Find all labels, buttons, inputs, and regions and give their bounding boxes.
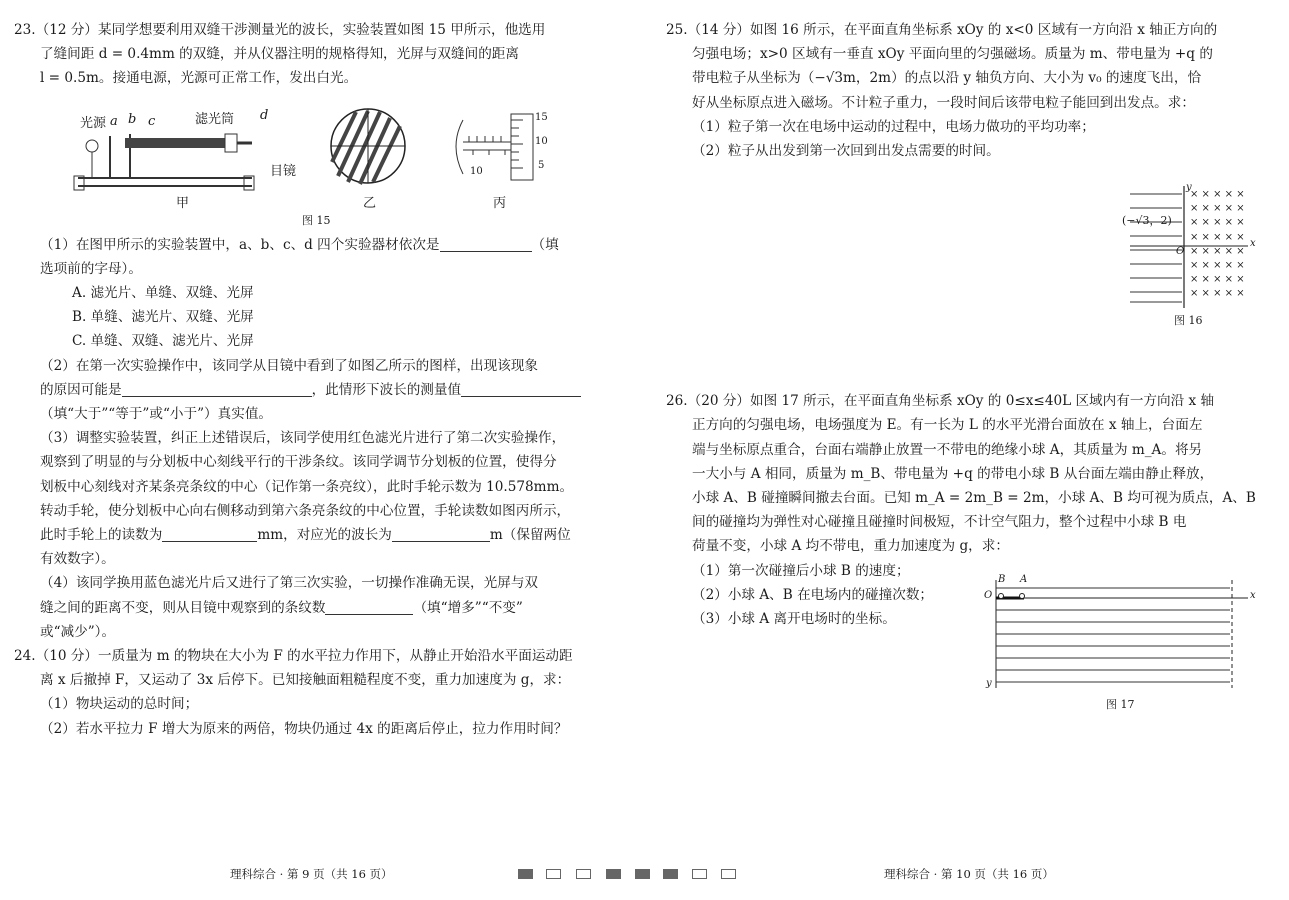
q26-line-7: 荷量不变，小球 A 均不带电，重力加速度为 g，求： — [692, 538, 1009, 555]
fig17-origin-label: O — [984, 590, 993, 601]
q25-line-3: 带电粒子从坐标为（−√3m，2m）的点以沿 y 轴负方向、大小为 v₀ 的速度飞出，恰 — [692, 70, 1202, 87]
label-eyepiece: 目镜 — [270, 164, 297, 179]
fig17-y-label: y — [986, 678, 992, 689]
printer-mark — [635, 869, 650, 879]
printer-mark — [721, 869, 736, 879]
fig16-point-label: (−√3，2) — [1122, 214, 1172, 227]
scale-15: 15 — [535, 112, 548, 123]
printer-mark — [518, 869, 533, 879]
q23-line-3: l = 0.5m。接通电源，光源可正常工作，发出白光。 — [40, 70, 358, 87]
figure-15-fringe-view — [328, 106, 408, 186]
cross-row: × × × × × — [1190, 274, 1245, 286]
q23-part4-l3: 或“减少”）。 — [40, 623, 116, 640]
printer-mark — [606, 869, 621, 879]
question-23 — [14, 18, 604, 91]
main-scale-10: 10 — [470, 166, 483, 177]
q24-line-2: 离 x 后撤掉 F，又运动了 3x 后停下。已知接触面粗糙程度不变，重力加速度为 g，求： — [40, 672, 571, 689]
q23-option-a: A. 滤光片、单缝、双缝、光屏 — [72, 285, 254, 302]
cross-row: × × × × × — [1190, 217, 1245, 229]
q23-part1-cont: 选项前的字母）。 — [40, 260, 142, 277]
q26-sub-3: （3）小球 A 离开电场时的坐标。 — [692, 611, 896, 628]
q25-line-4: 好从坐标原点进入磁场。不计粒子重力，一段时间后该带电粒子能回到出发点。求： — [692, 94, 1195, 111]
label-c: c — [148, 114, 156, 129]
label-bing: 丙 — [493, 196, 507, 211]
q25-line-6: （2）粒子从出发到第一次回到出发点需要的时间。 — [692, 143, 1000, 160]
fig16-origin-label: O — [1176, 246, 1185, 257]
q23-line-2: 了缝间距 d = 0.4mm 的双缝，并从仪器注明的规格得知，光屏与双缝间的距离 — [40, 46, 519, 63]
footer-right: 理科综合 · 第 10 页（共 16 页） — [884, 867, 1054, 881]
q23-part3-l1: （3）调整实验装置，纠正上述错误后，该同学使用红色滤光片进行了第二次实验操作， — [40, 430, 566, 447]
cross-row: × × × × × — [1190, 189, 1245, 200]
q25-line-1: 25.（14 分）如图 16 所示，在平面直角坐标系 xOy 的 x<0 区域有一方向沿 x 轴正方向的 — [666, 22, 1218, 38]
fig17-x-label: x — [1250, 590, 1256, 601]
q24-line-1: 24.（10 分）一质量为 m 的物块在大小为 F 的水平拉力作用下，从静止开始沿水平面运动距 — [14, 648, 573, 665]
printer-mark — [663, 869, 678, 879]
figure-15-caption: 图 15 — [302, 214, 331, 227]
q23-line-1: 23.（12 分）某同学想要利用双缝干涉测量光的波长，实验装置如图 15 甲所示，他选用 — [14, 22, 546, 38]
q24-line-3: （1）物块运动的总时间； — [40, 696, 199, 713]
answer-blank[interactable] — [325, 598, 413, 615]
q23-option-b: B. 单缝、滤光片、双缝、光屏 — [72, 309, 254, 326]
q23-part3-l4: 转动手轮，使分划板中心向右侧移动到第六条亮条纹的中心位置，手轮读数如图丙所示， — [40, 502, 571, 519]
q25-line-2: 匀强电场；x>0 区域有一垂直 xOy 平面向里的匀强磁场。质量为 m、带电量为 +q 的 — [692, 46, 1213, 63]
figure-15-apparatus — [70, 120, 260, 200]
cross-row: × × × × × — [1190, 260, 1245, 272]
fig16-y-label: y — [1186, 182, 1192, 193]
q23-part3-l6: 有效数字）。 — [40, 551, 115, 568]
label-b: b — [128, 112, 137, 127]
cross-row: × × × × × — [1190, 203, 1245, 215]
label-d: d — [260, 108, 269, 123]
q26-sub-1: （1）第一次碰撞后小球 B 的速度； — [692, 562, 910, 579]
q23-part1: （1）在图甲所示的实验装置中，a、b、c、d 四个实验器材依次是 （填 — [40, 236, 559, 253]
label-yi: 乙 — [363, 196, 377, 211]
q26-line-3: 端与坐标原点重合，台面右端静止放置一不带电的绝缘小球 A，其质量为 m_A。将另 — [692, 441, 1203, 458]
fig17-label-b: B — [998, 574, 1006, 585]
answer-blank[interactable] — [461, 380, 581, 397]
q23-part3-l2: 观察到了明显的与分划板中心刻线平行的干涉条纹。该同学调节分划板的位置，使得分 — [40, 454, 557, 471]
figure-17 — [982, 576, 1262, 712]
question-24 — [14, 644, 604, 741]
figure-17-caption: 图 17 — [1106, 698, 1135, 711]
printer-mark — [576, 869, 591, 879]
q26-line-4: 一大小与 A 相同，质量为 m_B、带电量为 +q 的带电小球 B 从台面左端由静止释放， — [692, 465, 1214, 482]
answer-blank[interactable] — [122, 380, 312, 397]
q23-part2: （2）在第一次实验操作中，该同学从目镜中看到了如图乙所示的图样，出现该现象 — [40, 357, 539, 374]
scale-5: 5 — [538, 160, 545, 171]
label-filter: 滤光筒 — [195, 112, 235, 127]
q26-line-2: 正方向的匀强电场，电场强度为 E。有一长为 L 的水平光滑台面放在 x 轴上，台面左 — [692, 417, 1203, 434]
cross-row: × × × × × — [1190, 231, 1245, 243]
q23-part3-l3: 划板中心刻线对齐某条亮条纹的中心（记作第一条亮纹），此时手轮示数为 10.578mm。 — [40, 478, 574, 495]
cross-row: × × × × × — [1190, 245, 1245, 257]
fig16-x-label: x — [1250, 238, 1256, 249]
label-a: a — [110, 114, 118, 129]
figure-16 — [1120, 184, 1260, 334]
figure-15 — [70, 108, 570, 232]
question-25 — [666, 18, 1256, 163]
q23-part3-l5: 此时手轮上的读数为 mm，对应光的波长为 m（保留两位 — [40, 527, 571, 544]
q23-part2-end: （填“大于”“等于”或“小于”）真实值。 — [40, 406, 273, 423]
answer-blank[interactable] — [392, 525, 490, 542]
fig16-magnetic-field — [1190, 188, 1245, 302]
label-jia: 甲 — [176, 196, 190, 211]
q25-line-5: （1）粒子第一次在电场中运动的过程中，电场力做功的平均功率； — [692, 118, 1095, 135]
printer-mark — [546, 869, 561, 879]
q24-line-4: （2）若水平拉力 F 增大为原来的两倍，物块仍通过 4x 的距离后停止，拉力作用时间？ — [40, 720, 568, 737]
q26-line-5: 小球 A、B 碰撞瞬间撤去台面。已知 m_A = 2m_B = 2m，小球 A、B 均可视为质点，A、B — [692, 490, 1256, 507]
q23-part2-cont: 的原因可能是 ，此情形下波长的测量值 — [14, 378, 604, 402]
q23-option-c: C. 单缝、双缝、滤光片、光屏 — [72, 333, 254, 350]
answer-blank[interactable] — [162, 525, 257, 542]
q23-part4-l1: （4）该同学换用蓝色滤光片后又进行了第三次实验，一切操作准确无误，光屏与双 — [40, 575, 539, 592]
q23-part4-l2: 缝之间的距离不变，则从目镜中观察到的条纹数 （填“增多”“不变” — [40, 599, 523, 616]
printer-mark — [692, 869, 707, 879]
footer-left: 理科综合 · 第 9 页（共 16 页） — [230, 867, 393, 881]
figure-17-field — [982, 576, 1252, 692]
fig17-label-a: A — [1020, 574, 1028, 585]
answer-blank[interactable] — [440, 235, 532, 252]
scale-10: 10 — [535, 136, 548, 147]
q26-line-6: 间的碰撞均为弹性对心碰撞且碰撞时间极短，不计空气阻力，整个过程中小球 B 电 — [692, 514, 1187, 531]
q26-line-1: 26.（20 分）如图 17 所示，在平面直角坐标系 xOy 的 0≤x≤40L 区域内有一方向沿 x 轴 — [666, 393, 1215, 410]
q26-sub-2: （2）小球 A、B 在电场内的碰撞次数； — [692, 586, 934, 603]
cross-row: × × × × × — [1190, 288, 1245, 300]
figure-16-caption: 图 16 — [1174, 314, 1203, 327]
label-source: 光源 — [80, 116, 107, 131]
